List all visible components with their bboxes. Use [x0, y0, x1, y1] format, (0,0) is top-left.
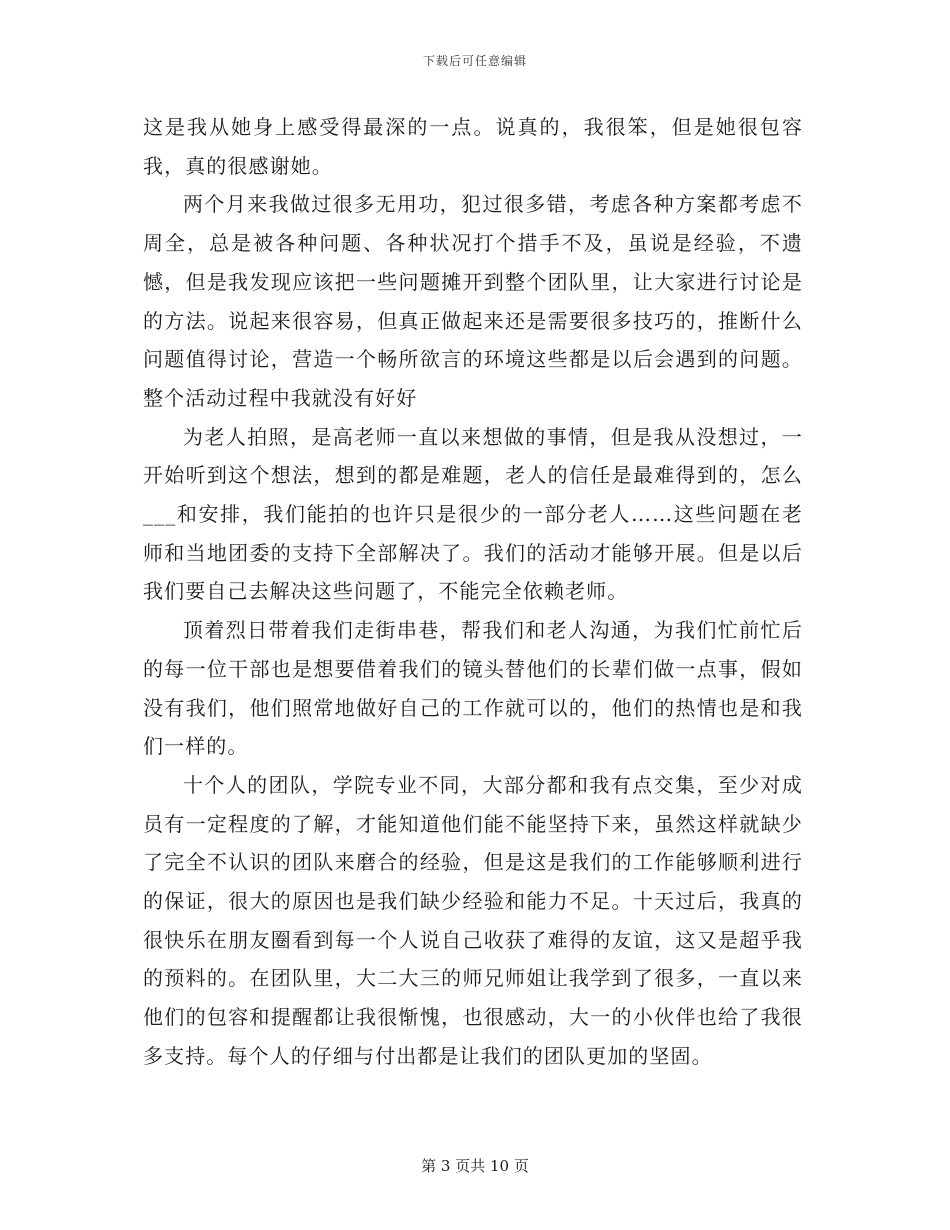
- page-header: 下载后可任意编辑: [422, 54, 527, 68]
- paragraph: 顶着烈日带着我们走街串巷，帮我们和老人沟通，为我们忙前忙后的每一位干部也是想要借着我们的镜头替他们的长辈们做一点事，假如没有我们，他们照常地做好自己的工作就可以的，他们的热情也是和我们一样的。: [143, 618, 803, 759]
- paragraph-continued: 这是我从她身上感受得最深的一点。说真的，我很笨，但是她很包容我，真的很感谢她。: [143, 115, 803, 178]
- paragraph: 十个人的团队，学院专业不同，大部分都和我有点交集，至少对成员有一定程度的了解，才能知道他们能不能坚持下来，虽然这样就缺少了完全不认识的团队来磨合的经验，但是这是我们的工作能够顺利进行的保证，很大的原因也是我们缺少经验和能力不足。十天过后，我真的很快乐在朋友圈看到每一个人说自己收获了难得的友谊，这又是超乎我的预料的。在团队里，大二大三的师兄师姐让我学到了很多，一直以来他们的包容和提醒都让我很惭愧，也很感动，大一的小伙伴也给了我很多支持。每个人的仔细与付出都是让我们的团队更加的坚固。: [143, 772, 803, 1068]
- paragraph: 为老人拍照，是高老师一直以来想做的事情，但是我从没想过，一开始听到这个想法，想到的都是难题，老人的信任是最难得到的，怎么___和安排，我们能拍的也许只是很少的一部分老人……这些问题在老师和当地团委的支持下全部解决了。我们的活动才能够开展。但是以后我们要自己去解决这些问题了，不能完全依赖老师。: [143, 424, 803, 604]
- paragraph: 两个月来我做过很多无用功，犯过很多错，考虑各种方案都考虑不周全，总是被各种问题、各种状况打个措手不及，虽说是经验，不遗憾，但是我发现应该把一些问题摊开到整个团队里，让大家进行讨论是的方法。说起来很容易，但真正做起来还是需要很多技巧的，推断什么问题值得讨论，营造一个畅所欲言的环境这些都是以后会遇到的问题。整个活动过程中我就没有好好: [143, 192, 803, 410]
- document-body: [143, 108, 803, 1076]
- page-number-footer: 第 3 页共 10 页: [421, 1157, 529, 1175]
